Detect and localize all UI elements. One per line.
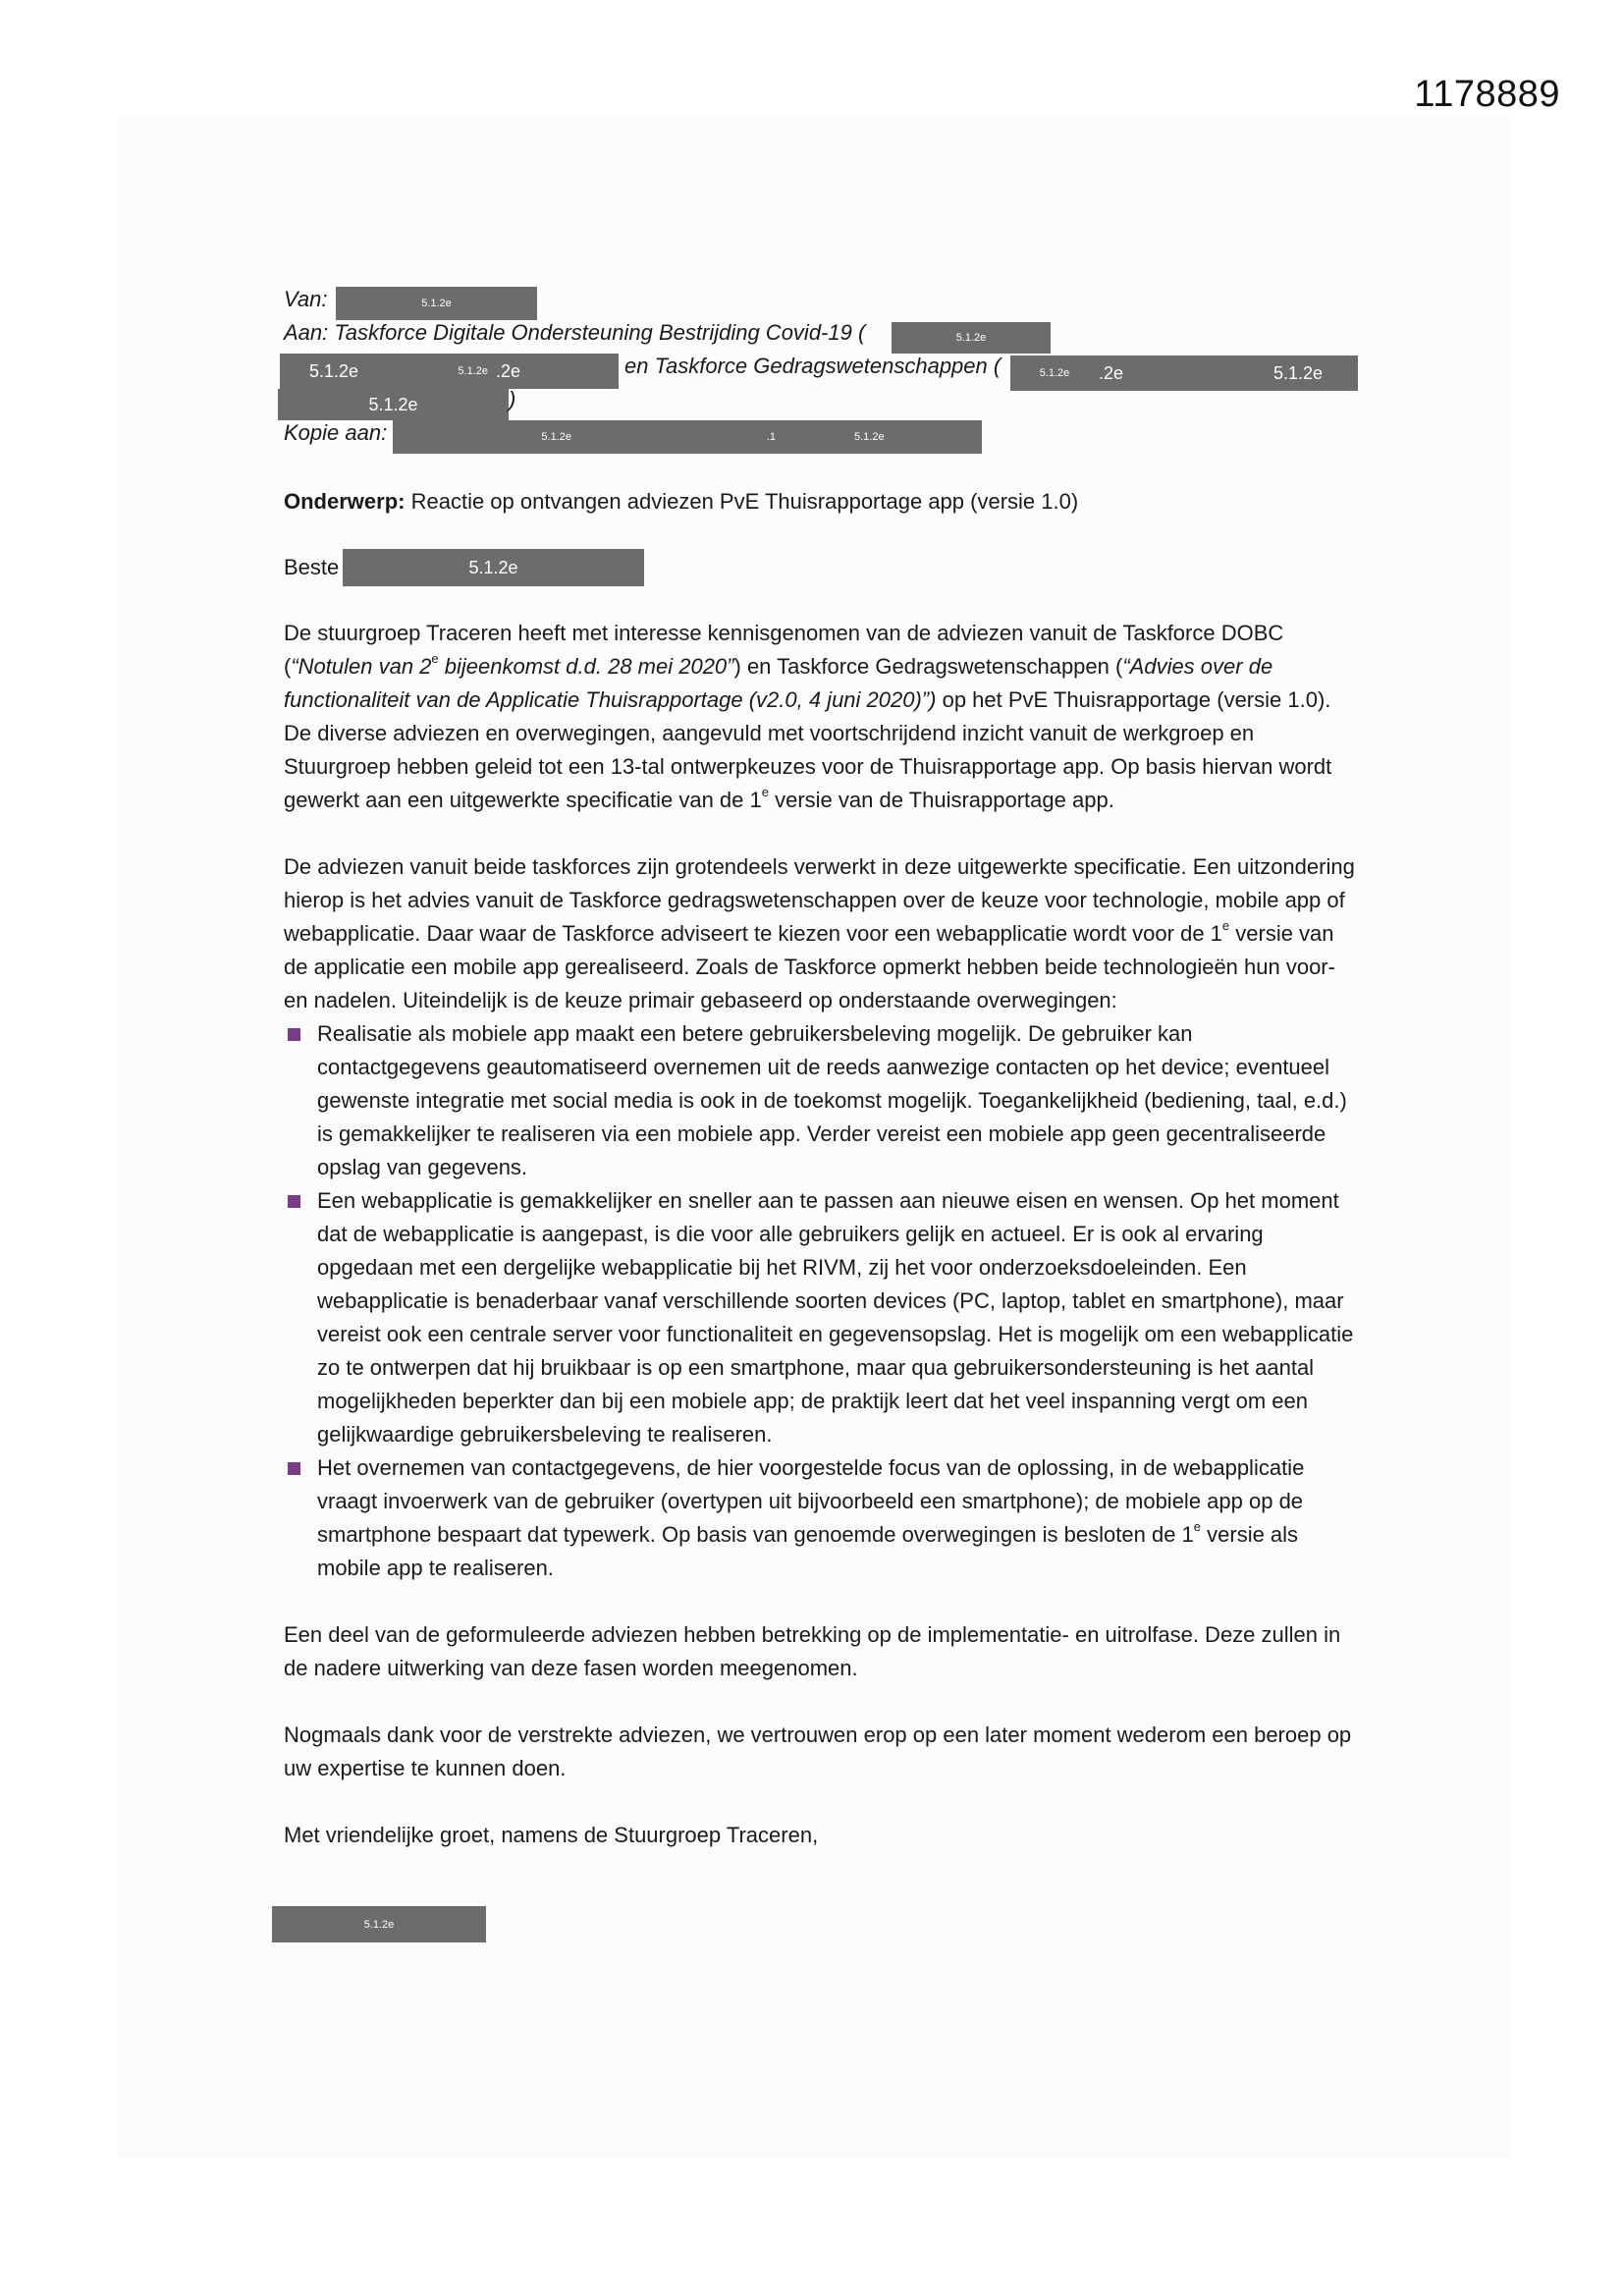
paragraph-2: De adviezen vanuit beide taskforces zijn grotendeels verwerkt in deze uitgewerkte specificatie. Een uitzondering hierop is het advies vanuit de Taskforce gedragswetenschappen over de keuze voor technologie, mobile app of webapplicatie. Daar waar de Taskforce adviseert te kiezen voor een webapplicatie wordt voor de 1e versie van de applicatie een mobile app gerealiseerd. Zoals de Taskforce opmerkt hebben beide technologieën hun voor- en nadelen. Uiteindelijk is de keuze primair gebaseerd op onderstaande overwegingen: <box>284 854 1355 1012</box>
redaction-to-8: 5.1.2e <box>278 389 509 420</box>
square-bullet-icon <box>288 1195 300 1208</box>
to-label: Aan: <box>284 320 329 345</box>
redaction-to-1: 5.1.2e <box>892 322 1051 354</box>
redaction-signature: 5.1.2e <box>272 1906 486 1942</box>
redaction-to-5: 5.1.2e <box>1010 355 1099 391</box>
redaction-cc-1: 5.1.2e <box>393 420 589 454</box>
subject-text: Reactie op ontvangen adviezen PvE Thuisrapportage app (versie 1.0) <box>410 489 1079 514</box>
paragraph-4: Nogmaals dank voor de verstrekte adviezen, we vertrouwen erop op een later moment wederom een beroep op uw expertise te kunnen doen. <box>284 1722 1352 1780</box>
to-paren-close: ) <box>509 387 516 411</box>
from-label: Van: <box>284 287 328 311</box>
redaction-cc-2: .1 <box>589 420 805 454</box>
redaction-from: 5.1.2e <box>336 287 537 320</box>
to-line-1 <box>284 320 865 346</box>
paragraph-3: Een deel van de geformuleerde adviezen hebben betrekking op de implementatie- en uitrolfase. Deze zullen in de nadere uitwerking van deze fasen worden meegenomen. <box>284 1622 1341 1680</box>
paragraph-1: De stuurgroep Traceren heeft met interesse kennisgenomen van de adviezen vanuit de Taskforce DOBC (“Notulen van 2e bijeenkomst d.d. 28 mei 2020”) en Taskforce Gedragswetenschappen (“Advies over de functionaliteit van de Applicatie Thuisrapportage (v2.0, 4 juni 2020)”) op het PvE Thuisrapportage (versie 1.0). De diverse adviezen en overwegingen, aangevuld met voortschrijdend inzicht vanuit de werkgroep en Stuurgroep hebben geleid tot een 13-tal ontwerpkeuzes voor de Thuisrapportage app. Op basis hiervan wordt gewerkt aan een uitgewerkte specificatie van de 1e versie van de Thuisrapportage app. <box>284 621 1332 812</box>
square-bullet-icon <box>288 1028 300 1041</box>
to-recipient-1: Taskforce Digitale Ondersteuning Bestrijding Covid-19 ( <box>334 320 866 345</box>
square-bullet-icon <box>288 1462 300 1475</box>
salutation: Beste <box>284 555 340 579</box>
list-item: Realisatie als mobiele app maakt een betere gebruikersbeleving mogelijk. De gebruiker kan contactgegevens geautomatiseerd overnemen uit de reeds aanwezige contacten op het device; eventueel gewenste integratie met social media is ook in de toekomst mogelijk. Toegankelijkheid (bediening, taal, e.d.) is gemakkelijker te realiseren via een mobiele app. Verder vereist een mobiele app geen gecentraliseerde opslag van gegevens. <box>284 1017 1359 1184</box>
redaction-to-4: .2e <box>496 354 619 389</box>
to-recipient-2: en Taskforce Gedragswetenschappen ( <box>624 354 1001 378</box>
redaction-to-6: .2e <box>1099 355 1238 391</box>
list-item: Een webapplicatie is gemakkelijker en sneller aan te passen aan nieuwe eisen en wensen. Op het moment dat de webapplicatie is aangepast, is die voor alle gebruikers gelijk en actueel. Er is ook al ervaring opgedaan met een dergelijke webapplicatie bij het RIVM, zij het voor onderzoeksdoeleinden. Een webapplicatie is benaderbaar vanaf verschillende soorten devices (PC, laptop, tablet en smartphone), maar vereist ook een centrale server voor functionaliteit en gegevensopslag. Het is mogelijk om een webapplicatie zo te ontwerpen dat hij bruikbaar is op een smartphone, maar qua gebruikersondersteuning is het aantal mogelijkheden beperkter dan bij een mobiele app; de praktijk leert dat het veel inspanning vergt om een gelijkwaardige gebruikersbeleving te realiseren. <box>284 1184 1359 1451</box>
cc-label: Kopie aan: <box>284 420 388 445</box>
redaction-salutation: 5.1.2e <box>343 549 644 586</box>
list-item: Het overnemen van contactgegevens, de hier voorgestelde focus van de oplossing, in de webapplicatie vraagt invoerwerk van de gebruiker (overtypen uit bijvoorbeeld een smartphone); de mobiele app op de smartphone bespaart dat typewerk. Op basis van genoemde overwegingen is besloten de 1e versie als mobile app te realiseren. <box>284 1451 1359 1585</box>
redaction-to-3: 5.1.2e <box>388 354 496 389</box>
redaction-cc-3: 5.1.2e <box>805 420 982 454</box>
letter-body <box>284 617 1359 1852</box>
subject-line <box>284 485 1359 519</box>
redaction-to-2: 5.1.2e <box>280 354 388 389</box>
subject-label: Onderwerp: <box>284 489 406 514</box>
closing: Met vriendelijke groet, namens de Stuurgroep Traceren, <box>284 1823 819 1847</box>
document-number: 1178889 <box>1414 74 1560 115</box>
redaction-to-7: 5.1.2e <box>1238 355 1358 391</box>
considerations-list <box>284 1017 1359 1585</box>
